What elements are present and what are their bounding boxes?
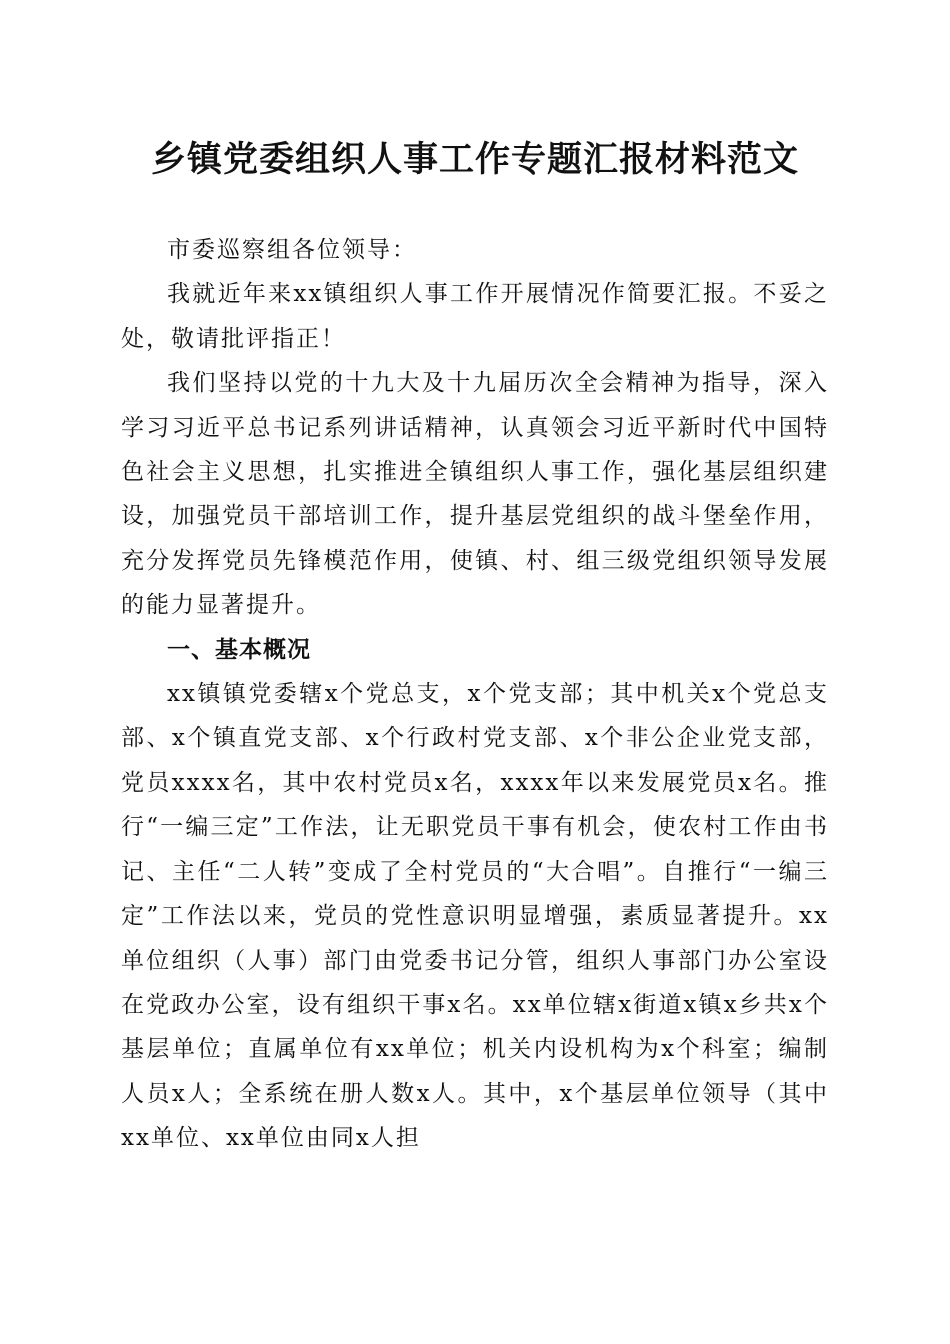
document-title: 乡镇党委组织人事工作专题汇报材料范文 [150, 139, 799, 180]
salutation: 市委巡察组各位领导： [167, 237, 417, 263]
paragraph-intro: 我就近年来xx镇组织人事工作开展情况作简要汇报。不妥之处，敬请批评指正！ [121, 281, 829, 352]
paragraph-guidance: 我们坚持以党的十九大及十九届历次全会精神为指导，深入学习习近平总书记系列讲话精神，认真领会习近平新时代中国特色社会主义思想，扎实推进全镇组织人事工作，强化基层组织建设，加强党员干部培训工作，提升基层党组织的战斗堡垒作用，充分发挥党员先锋模范作用，使镇、村、组三级党组织领导发展的能力显著提升。 [121, 370, 829, 619]
document-body [121, 228, 829, 1161]
section-heading-basic-overview: 一、基本概况 [167, 636, 311, 663]
paragraph-basic-overview: xx镇镇党委辖x个党总支，x个党支部；其中机关x个党总支部、x个镇直党支部、x个行政村党支部、x个非公企业党支部，党员xxxx名，其中农村党员x名，xxxx年以来发展党员x名。推行“一编三定”工作法，让无职党员干事有机会，使农村工作由书记、主任“二人转”变成了全村党员的“大合唱”。自推行“一编三定”工作法以来，党员的党性意识明显增强，素质显著提升。xx单位组织（人事）部门由党委书记分管，组织人事部门办公室设在党政办公室，设有组织干事x名。xx单位辖x街道x镇x乡共x个基层单位；直属单位有xx单位；机关内设机构为x个科室；编制人员x人；全系统在册人数x人。其中，x个基层单位领导（其中xx单位、xx单位由同x人担 [121, 681, 829, 1152]
